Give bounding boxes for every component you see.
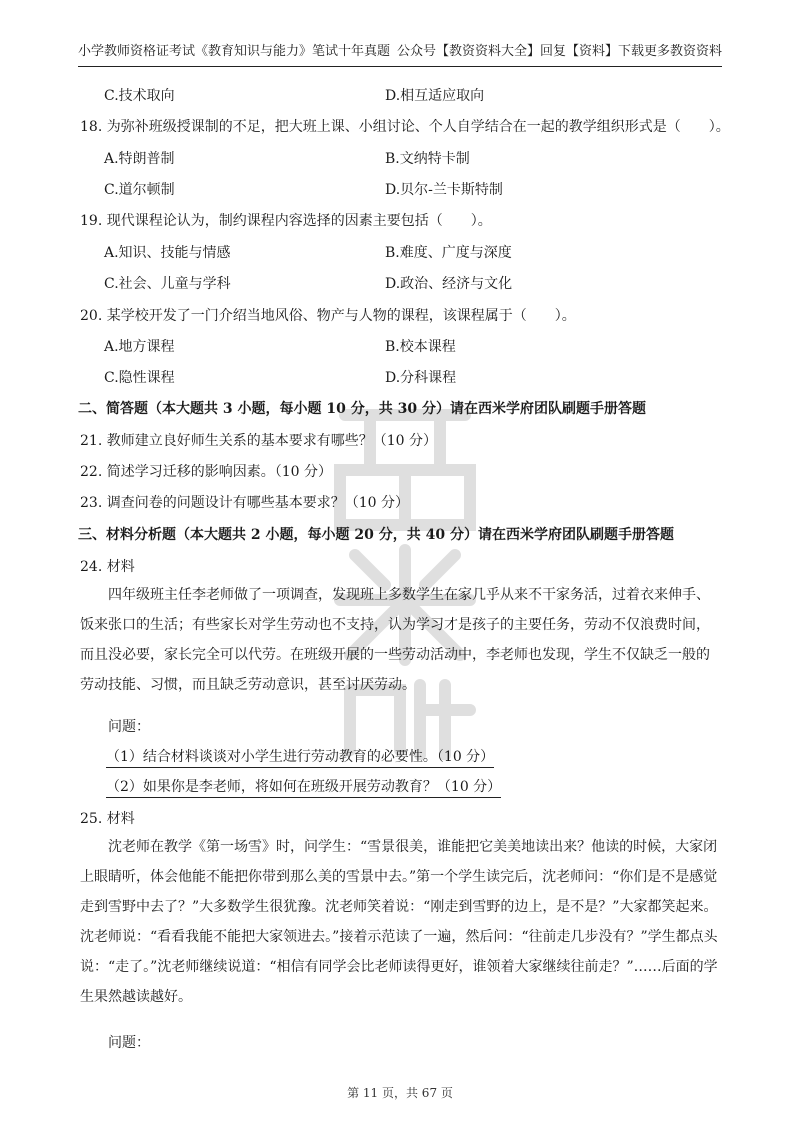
q17-option-c: C.技术取向 bbox=[104, 88, 175, 104]
q20-option-d: D.分科课程 bbox=[385, 370, 457, 386]
section-3-heading: 三、材料分析题（本大题共 2 小题，每小题 20 分，共 40 分）请在西米学府团队刷题手册答题 bbox=[78, 527, 674, 543]
q19-option-b: B.难度、广度与深度 bbox=[385, 245, 512, 261]
header-title: 小学教师资格证考试《教育知识与能力》笔试十年真题 bbox=[78, 44, 391, 59]
q24-question-1: （1）结合材料谈谈对小学生进行劳动教育的必要性。（10 分） bbox=[106, 746, 494, 768]
q19-stem: 19. 现代课程论认为，制约课程内容选择的因素主要包括（ ）。 bbox=[80, 213, 492, 229]
q18-stem: 18. 为弥补班级授课制的不足，把大班上课、小组讨论、个人自学结合在一起的教学组织形式是（ ）。 bbox=[80, 119, 730, 135]
q20-option-b: B.校本课程 bbox=[385, 339, 456, 355]
q25-question-label: 问题： bbox=[108, 1035, 150, 1051]
q24-question-2: （2）如果你是李老师，将如何在班级开展劳动教育？（10 分） bbox=[106, 776, 501, 798]
q18-option-b: B.文纳特卡制 bbox=[385, 151, 470, 167]
q24-material: 四年级班主任李老师做了一项调查，发现班上多数学生在家几乎从来不干家务活，过着衣来伸手、饭来张口的生活；有些家长对学生劳动也不支持，认为学习才是孩子的主要任务，劳动不仅浪费时间，而且没必要，家长完全可以代劳。在班级开展的一些劳动活动中，李老师也发现，学生不仅缺乏一般的劳动技能、习惯，而且缺乏劳动意识，甚至讨厌劳动。 bbox=[80, 587, 710, 693]
q20-option-c: C.隐性课程 bbox=[104, 370, 175, 386]
q22-stem: 22. 简述学习迁移的影响因素。（10 分） bbox=[80, 464, 332, 480]
q25-material: 沈老师在教学《第一场雪》时，问学生：“雪景很美，谁能把它美美地读出来？他读的时候，大家闭上眼睛听，体会他能不能把你带到那么美的雪景中去。”第一个学生读完后，沈老师问：“你们是不是感觉走到雪野中去了？”大多数学生很犹豫。沈老师笑着说：“刚走到雪野的边上，是不是？”大家都笑起来。沈老师说：“看看我能不能把大家领进去。”接着示范读了一遍，然后问：“往前走几步没有？”学生都点头说：“走了。”沈老师继续说道：“相信有同学会比老师读得更好，谁领着大家继续往前走？”……后面的学生果然越读越好。 bbox=[80, 839, 718, 1005]
section-2-heading: 二、简答题（本大题共 3 小题，每小题 10 分，共 30 分）请在西米学府团队刷题手册答题 bbox=[78, 401, 646, 417]
q19-option-a: A.知识、技能与情感 bbox=[104, 245, 231, 261]
q19-option-c: C.社会、儿童与学科 bbox=[104, 276, 231, 292]
header-promo: 公众号【教资资料大全】回复【资料】下载更多教资资料 bbox=[396, 44, 722, 59]
q18-option-d: D.贝尔-兰卡斯特制 bbox=[385, 182, 503, 198]
q23-stem: 23. 调查问卷的问题设计有哪些基本要求？（10 分） bbox=[80, 495, 409, 511]
q17-option-d: D.相互适应取向 bbox=[385, 88, 485, 104]
q18-option-c: C.道尔顿制 bbox=[104, 182, 175, 198]
q24-label: 24. 材料 bbox=[80, 559, 135, 575]
q21-stem: 21. 教师建立良好师生关系的基本要求有哪些？（10 分） bbox=[80, 433, 437, 449]
q25-label: 25. 材料 bbox=[80, 811, 135, 827]
q18-option-a: A.特朗普制 bbox=[104, 151, 175, 167]
page-number: 第 11 页，共 67 页 bbox=[347, 1086, 453, 1100]
q20-stem: 20. 某学校开发了一门介绍当地风俗、物产与人物的课程，该课程属于（ ）。 bbox=[80, 308, 576, 324]
q19-option-d: D.政治、经济与文化 bbox=[385, 276, 513, 292]
q20-option-a: A.地方课程 bbox=[104, 339, 175, 355]
q24-question-label: 问题： bbox=[108, 719, 150, 735]
page-header bbox=[78, 40, 722, 67]
